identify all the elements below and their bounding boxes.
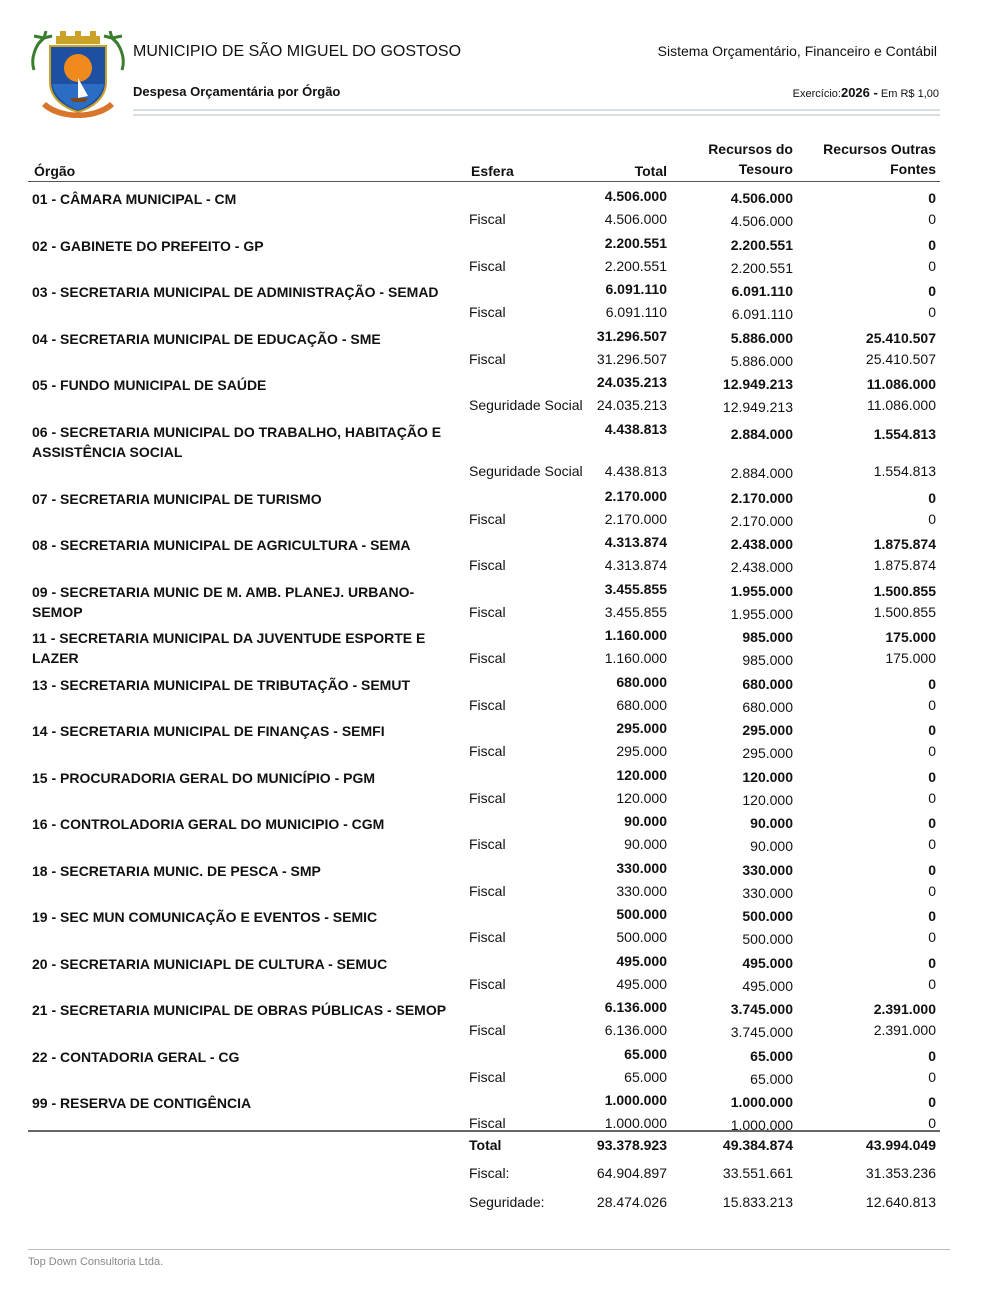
orgao-total: 330.000 [616, 859, 667, 876]
esfera-outras: 0 [928, 1068, 936, 1085]
esfera-outras: 0 [928, 929, 936, 945]
esfera-total: 500.000 [616, 929, 667, 945]
fiscal-tesouro: 33.551.661 [722, 1165, 793, 1181]
esfera-outras: 0 [928, 257, 936, 274]
orgao-row [0, 277, 1000, 324]
orgao-tesouro: 5.886.000 [730, 329, 793, 346]
esfera-total: 120.000 [616, 789, 667, 806]
orgao-total: 24.035.213 [596, 374, 667, 390]
esfera-name: Fiscal [469, 257, 506, 274]
orgao-row [0, 716, 1000, 763]
header-divider [133, 109, 940, 116]
orgao-row [0, 484, 1000, 531]
totals-row [0, 1137, 1000, 1157]
orgao-table [0, 184, 1000, 1135]
municipality-name: MUNICIPIO DE SÃO MIGUEL DO GOSTOSO [133, 43, 462, 60]
esfera-outras: 1.500.855 [873, 603, 936, 620]
orgao-total: 6.091.110 [605, 281, 667, 297]
orgao-row [0, 324, 1000, 371]
orgao-total: 65.000 [624, 1045, 667, 1062]
orgao-row [0, 949, 1000, 996]
esfera-total: 6.091.110 [605, 304, 667, 320]
orgao-outras: 0 [928, 768, 936, 785]
orgao-row [0, 231, 1000, 278]
fiscal-outras: 31.353.236 [865, 1165, 936, 1181]
orgao-outras: 0 [928, 190, 936, 206]
esfera-outras: 0 [928, 743, 936, 759]
orgao-tesouro: 65.000 [750, 1047, 793, 1064]
totals-tesouro: 49.384.874 [722, 1137, 793, 1153]
esfera-outras: 0 [928, 211, 936, 227]
totals-outras: 43.994.049 [865, 1137, 936, 1153]
header-rule [28, 181, 940, 182]
orgao-name: 16 - CONTROLADORIA GERAL DO MUNICIPIO - CGM [32, 816, 385, 832]
orgao-tesouro: 985.000 [742, 629, 793, 645]
esfera-total: 2.200.551 [604, 257, 667, 274]
orgao-total: 495.000 [616, 952, 667, 969]
esfera-name: Seguridade Social [469, 397, 583, 413]
orgao-outras: 0 [928, 283, 936, 299]
esfera-name: Fiscal [469, 1068, 506, 1085]
esfera-outras: 0 [928, 789, 936, 806]
orgao-outras: 0 [928, 815, 936, 831]
footer-text: Top Down Consultoria Ltda. [28, 1256, 164, 1268]
totals-total: 93.378.923 [596, 1137, 667, 1153]
esfera-name: Fiscal [469, 975, 506, 992]
orgao-tesouro: 2.200.551 [730, 236, 793, 253]
orgao-row [0, 577, 1000, 624]
orgao-outras: 0 [928, 722, 936, 738]
esfera-outras: 25.410.507 [865, 350, 936, 367]
orgao-name: 01 - CÂMARA MUNICIPAL - CM [32, 191, 237, 207]
orgao-name: 05 - FUNDO MUNICIPAL DE SAÚDE [32, 377, 267, 393]
orgao-tesouro: 12.949.213 [722, 376, 793, 392]
orgao-tesouro: 495.000 [742, 954, 793, 971]
orgao-total: 1.160.000 [604, 627, 667, 643]
esfera-name: Fiscal [469, 882, 506, 899]
col-tesouro [708, 139, 793, 179]
coat-of-arms-logo [28, 30, 128, 122]
esfera-total: 3.455.855 [604, 603, 667, 620]
esfera-name: Fiscal [469, 743, 506, 759]
orgao-outras: 2.391.000 [873, 1001, 936, 1017]
orgao-row [0, 623, 1000, 670]
seguridade-tesouro: 15.833.213 [722, 1194, 793, 1210]
orgao-total: 31.296.507 [596, 327, 667, 344]
totals-rule [28, 1130, 940, 1132]
esfera-tesouro: 680.000 [742, 698, 793, 715]
esfera-outras: 0 [928, 510, 936, 527]
fiscal-total: 64.904.897 [596, 1165, 667, 1181]
col-tesouro-line2: Tesouro [738, 161, 793, 177]
seguridade-outras: 12.640.813 [865, 1194, 936, 1210]
esfera-total: 495.000 [616, 975, 667, 992]
orgao-name: 06 - SECRETARIA MUNICIPAL DO TRABALHO, HABITAÇÃO E ASSISTÊNCIA SOCIAL [32, 423, 442, 460]
esfera-outras: 0 [928, 304, 936, 320]
esfera-tesouro: 330.000 [742, 884, 793, 901]
esfera-name: Fiscal [469, 696, 506, 713]
orgao-outras: 25.410.507 [865, 329, 936, 346]
esfera-tesouro: 1.955.000 [730, 605, 793, 622]
orgao-tesouro: 1.955.000 [730, 582, 793, 599]
seguridade-total: 28.474.026 [596, 1194, 667, 1210]
orgao-total: 2.170.000 [604, 487, 667, 504]
orgao-row [0, 809, 1000, 856]
orgao-name: 11 - SECRETARIA MUNICIPAL DA JUVENTUDE ESPORTE E LAZER [32, 630, 426, 666]
footer-rule [28, 1249, 950, 1250]
esfera-tesouro: 2.884.000 [730, 464, 793, 481]
orgao-outras: 1.500.855 [873, 582, 936, 599]
esfera-tesouro: 295.000 [742, 745, 793, 761]
esfera-tesouro: 1.000.000 [730, 1117, 793, 1133]
esfera-total: 4.313.874 [604, 557, 667, 573]
col-outras [823, 139, 936, 179]
orgao-name: 03 - SECRETARIA MUNICIPAL DE ADMINISTRAÇÃO - SEMAD [32, 284, 439, 300]
esfera-total: 4.438.813 [604, 462, 667, 479]
orgao-outras: 0 [928, 489, 936, 506]
esfera-tesouro: 985.000 [742, 652, 793, 668]
esfera-outras: 11.086.000 [866, 397, 936, 413]
esfera-tesouro: 2.438.000 [730, 559, 793, 575]
orgao-total: 6.136.000 [604, 999, 667, 1015]
col-outras-line2: Fontes [890, 161, 936, 177]
esfera-outras: 175.000 [885, 650, 936, 666]
exercise-year: 2026 - [840, 85, 878, 100]
orgao-outras: 0 [928, 861, 936, 878]
esfera-total: 6.136.000 [604, 1022, 667, 1038]
esfera-name: Fiscal [469, 557, 506, 573]
orgao-name: 18 - SECRETARIA MUNIC. DE PESCA - SMP [32, 862, 321, 879]
esfera-name: Fiscal [469, 836, 506, 852]
seguridade-label: Seguridade: [469, 1194, 545, 1210]
orgao-row [0, 370, 1000, 417]
orgao-total: 4.506.000 [604, 188, 667, 204]
orgao-tesouro: 1.000.000 [730, 1094, 793, 1110]
orgao-total: 120.000 [616, 766, 667, 783]
orgao-name: 21 - SECRETARIA MUNICIPAL DE OBRAS PÚBLICAS - SEMOP [32, 1002, 447, 1018]
orgao-total: 3.455.855 [604, 580, 667, 597]
esfera-total: 295.000 [616, 743, 667, 759]
orgao-row [0, 1088, 1000, 1135]
totals-label: Total [469, 1137, 502, 1153]
esfera-total: 90.000 [624, 836, 667, 852]
orgao-tesouro: 2.438.000 [730, 536, 793, 552]
orgao-tesouro: 500.000 [742, 908, 793, 924]
orgao-total: 4.313.874 [604, 534, 667, 550]
esfera-tesouro: 120.000 [742, 791, 793, 808]
orgao-tesouro: 2.170.000 [730, 489, 793, 506]
orgao-outras: 0 [928, 908, 936, 924]
orgao-tesouro: 295.000 [742, 722, 793, 738]
orgao-row [0, 995, 1000, 1042]
esfera-tesouro: 65.000 [750, 1070, 793, 1087]
col-outras-line1: Recursos Outras [823, 141, 936, 157]
esfera-name: Fiscal [469, 304, 506, 320]
orgao-name: 07 - SECRETARIA MUNICIPAL DE TURISMO [32, 490, 322, 507]
orgao-row [0, 1042, 1000, 1089]
orgao-name: 02 - GABINETE DO PREFEITO - GP [32, 237, 264, 254]
report-title: Despesa Orçamentária por Órgão [133, 84, 341, 99]
esfera-tesouro: 12.949.213 [722, 399, 793, 415]
exercise-label: Exercício: [792, 88, 841, 100]
esfera-total: 2.170.000 [604, 510, 667, 527]
orgao-name: 20 - SECRETARIA MUNICIAPL DE CULTURA - SEMUC [32, 955, 388, 972]
orgao-total: 2.200.551 [604, 234, 667, 251]
esfera-name: Fiscal [469, 1022, 506, 1038]
orgao-row [0, 763, 1000, 810]
esfera-outras: 2.391.000 [873, 1022, 936, 1038]
orgao-total: 680.000 [616, 673, 667, 690]
esfera-outras: 0 [928, 1115, 936, 1131]
orgao-tesouro: 680.000 [742, 675, 793, 692]
orgao-tesouro: 2.884.000 [730, 425, 793, 442]
orgao-total: 500.000 [616, 906, 667, 922]
orgao-tesouro: 3.745.000 [730, 1001, 793, 1017]
orgao-name: 09 - SECRETARIA MUNIC DE M. AMB. PLANEJ. URBANO-SEMOP [32, 583, 415, 620]
orgao-tesouro: 6.091.110 [731, 283, 793, 299]
esfera-total: 31.296.507 [596, 350, 667, 367]
esfera-total: 680.000 [616, 696, 667, 713]
esfera-tesouro: 2.200.551 [730, 259, 793, 276]
totals-seguridade-row [0, 1194, 1000, 1214]
orgao-row [0, 902, 1000, 949]
orgao-name: 99 - RESERVA DE CONTIGÊNCIA [32, 1095, 252, 1111]
orgao-outras: 0 [928, 236, 936, 253]
esfera-tesouro: 5.886.000 [730, 352, 793, 369]
esfera-tesouro: 500.000 [742, 931, 793, 947]
esfera-tesouro: 6.091.110 [731, 306, 793, 322]
orgao-row [0, 530, 1000, 577]
esfera-tesouro: 90.000 [750, 838, 793, 854]
orgao-name: 14 - SECRETARIA MUNICIPAL DE FINANÇAS - SEMFI [32, 723, 385, 739]
totals-fiscal-row [0, 1165, 1000, 1185]
orgao-tesouro: 120.000 [742, 768, 793, 785]
esfera-outras: 1.554.813 [873, 462, 936, 479]
orgao-name: 08 - SECRETARIA MUNICIPAL DE AGRICULTURA - SEMA [32, 537, 411, 553]
esfera-total: 24.035.213 [596, 397, 667, 413]
esfera-name: Fiscal [469, 650, 506, 666]
esfera-name: Fiscal [469, 603, 506, 620]
esfera-name: Fiscal [469, 1115, 506, 1131]
orgao-tesouro: 90.000 [750, 815, 793, 831]
esfera-name: Seguridade Social [469, 462, 583, 479]
esfera-outras: 0 [928, 975, 936, 992]
esfera-outras: 0 [928, 836, 936, 852]
esfera-name: Fiscal [469, 211, 506, 227]
orgao-name: 15 - PROCURADORIA GERAL DO MUNICÍPIO - PGM [32, 769, 376, 786]
esfera-name: Fiscal [469, 789, 506, 806]
esfera-name: Fiscal [469, 510, 506, 527]
orgao-total: 1.000.000 [604, 1092, 667, 1108]
orgao-name: 22 - CONTADORIA GERAL - CG [32, 1048, 240, 1065]
orgao-outras: 175.000 [885, 629, 936, 645]
system-name: Sistema Orçamentário, Financeiro e Contábil [657, 43, 937, 59]
orgao-total: 90.000 [624, 813, 667, 829]
orgao-outras: 0 [928, 1094, 936, 1110]
col-orgao: Órgão [34, 163, 76, 179]
esfera-total: 4.506.000 [604, 211, 667, 227]
esfera-tesouro: 495.000 [742, 977, 793, 994]
exercise-info [793, 85, 939, 100]
orgao-tesouro: 330.000 [742, 861, 793, 878]
orgao-name: 19 - SEC MUN COMUNICAÇÃO E EVENTOS - SEMIC [32, 909, 378, 925]
orgao-name: 04 - SECRETARIA MUNICIPAL DE EDUCAÇÃO - SME [32, 330, 381, 347]
orgao-outras: 0 [928, 954, 936, 971]
col-tesouro-line1: Recursos do [708, 141, 793, 157]
orgao-name: 13 - SECRETARIA MUNICIPAL DE TRIBUTAÇÃO - SEMUT [32, 676, 411, 693]
orgao-outras: 1.875.874 [873, 536, 936, 552]
esfera-total: 1.160.000 [604, 650, 667, 666]
esfera-total: 65.000 [624, 1068, 667, 1085]
esfera-tesouro: 4.506.000 [730, 213, 793, 229]
orgao-outras: 11.086.000 [866, 376, 936, 392]
orgao-outras: 0 [928, 675, 936, 692]
esfera-outras: 1.875.874 [873, 557, 936, 573]
esfera-total: 330.000 [616, 882, 667, 899]
esfera-tesouro: 3.745.000 [730, 1024, 793, 1040]
col-esfera: Esfera [471, 163, 514, 179]
orgao-row [0, 670, 1000, 717]
esfera-outras: 0 [928, 882, 936, 899]
orgao-tesouro: 4.506.000 [730, 190, 793, 206]
esfera-name: Fiscal [469, 350, 506, 367]
esfera-name: Fiscal [469, 929, 506, 945]
esfera-outras: 0 [928, 696, 936, 713]
esfera-total: 1.000.000 [604, 1115, 667, 1131]
orgao-outras: 1.554.813 [873, 425, 936, 442]
orgao-row [0, 417, 1000, 484]
orgao-row [0, 184, 1000, 231]
currency-label: Em R$ 1,00 [880, 88, 939, 100]
orgao-outras: 0 [928, 1047, 936, 1064]
orgao-total: 295.000 [616, 720, 667, 736]
esfera-tesouro: 2.170.000 [730, 512, 793, 529]
fiscal-label: Fiscal: [469, 1165, 510, 1181]
orgao-row [0, 856, 1000, 903]
orgao-total: 4.438.813 [604, 420, 667, 437]
col-total: Total [634, 163, 667, 179]
